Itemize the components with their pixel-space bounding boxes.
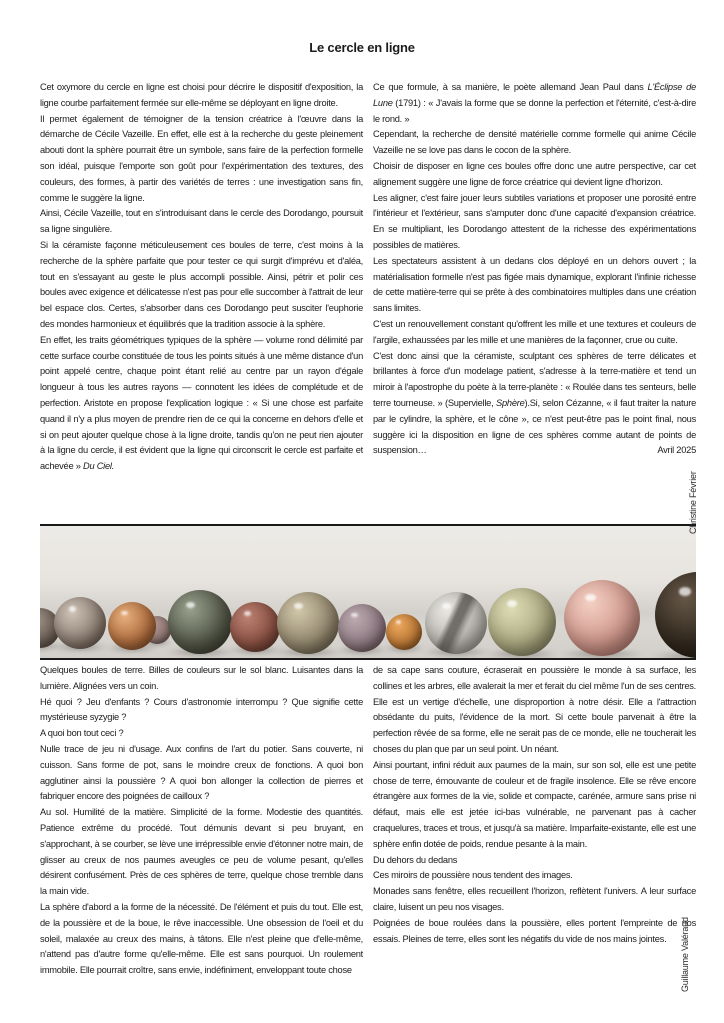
paragraph: de sa cape sans couture, écraserait en poussière le monde à sa surface, les collines et les arbres, elle avalerait la mer et ferait du ciel même l'un de ses centres. Elle est un vertige d'échelle, une disproportion à notre désir. Elle a l'attraction obsédante du puits, l'évidence de la mort. Si cette boule parvenait à être la perfection rêvée de sa forme, elle ne serait pas de ce monde, elle ne toucherait les choses du plan que par un seul point. Un néant. [373,665,696,754]
bottom-article [40,663,696,979]
paragraph: Cependant, la recherche de densité matérielle comme formelle qui anime Cécile Vazeille ne se love pas dans le cocon de la sphère. [373,129,696,156]
paragraph: Il permet également de témoigner de la tension créatrice à l'œuvre dans la démarche de Cécile Vazeille. En effet, elle est à la recherche du geste pleinement abouti dont la sphère pourrait être un symbole, sans faire de la perfection formelle son idéal, puisque l'emporte son goût pour l'expérimentation des textures, des couleurs, des formes, à partir des variétés de terres : une investigation sans fin, comme le suggère la ligne. [40,113,363,203]
paragraph: Du dehors du dedans [373,854,458,865]
paragraph: A quoi bon tout ceci ? [40,728,124,739]
bottom-article-left-column [40,663,363,979]
dorodango-photo [40,524,696,660]
paragraph: Les spectateurs assistent à un dedans clos déployé en un dehors ouvert ; la matérialisation formelle n'est pas figée mais dynamique, explorant l'infinie richesse de cette matière-terre qui se prête à des combinatoires multiples dans une création sans limites. [373,255,696,314]
clay-sphere-grey-taupe [54,597,106,649]
clay-sphere-red-brown [230,602,280,652]
clay-sphere-dark-green-grey [168,590,232,654]
sphere-highlight [186,602,195,608]
top-article [40,80,696,475]
paragraph: C'est un renouvellement constant qu'offrent les mille et une textures et couleurs de l'argile, exhaussées par les mille et une manières de la façonner, crue ou cuite. [373,318,696,345]
sphere-highlight [244,611,251,616]
paragraph: Nulle trace de jeu ni d'usage. Aux confins de l'art du potier. Sans couverte, ni cuisson. Sans forme de pot, sans le moindre creux de fonctions. A quoi bon agglutiner ainsi la poussière ? A quoi bon allonger la collection de pierres et fabriquer encore des poignées de cailloux ? [40,743,363,802]
bottom-article-right-column [373,663,696,979]
paragraph: Hé quoi ? Jeu d'enfants ? Cours d'astronomie interrompu ? Que signifie cette mystérieuse syzygie ? [40,696,363,723]
clay-sphere-dark-brown-partial [655,572,696,658]
paragraph: Choisir de disposer en ligne ces boules offre donc une autre perspective, car cet alignement suggère une ligne de force créatrice qui devient ligne d'horizon. [373,160,696,187]
author-credit-bottom: Guillaume Valéraud [680,917,690,992]
top-article-left-column [40,80,363,475]
top-article-right-paragraphs [373,80,696,459]
paragraph: Poignées de boue roulées dans la poussière, elles portent l'empreinte de nos essais. Pleines de terre, elles sont les négatifs du vide de nos mains jointes. [373,917,696,944]
clay-sphere-olive-tan [277,592,339,654]
clay-sphere-grey-marbled [425,592,487,654]
sphere-highlight [69,606,76,611]
paragraph: En effet, les traits géométriques typiques de la sphère — volume rond délimité par cette surface courbe constituée de tous les points situés à une même distance d'un point appelé centre, chaque point étant relié au centre par un rayon d'égale longueur à tous les autres rayons — connotent les idées de complétude et de perfection. Aristote en propose l'explication logique : « Si une chose est parfaite quand il n'y a plus moyen de prendre rien de ce qui la concerne en dehors d'elle et si on peut ajouter quelque chose à la ligne droite, tandis qu'on ne peut rien ajouter à la ligne du cercle, il est évident que la ligne qui circonscrit le cercle est parfaite et achevée » Du Ciel. [40,334,363,472]
paragraph: La sphère d'abord a la forme de la nécessité. De l'élément et puis du tout. Elle est, de la poussière et de la boue, le rêve inaccessible. Une obsession de l'oeil et du soleil, malaxée au creux des mains, à tâtons. Elle n'est pleine que d'elle-même, n'attend pas d'autre forme qu'elle-même. Elle est sans pourquoi. Un roulement immobile. Elle pourrait croître, sans envie, indéfiniment, enveloppant toute chose [40,901,363,976]
paragraph: Ainsi pourtant, infini réduit aux paumes de la main, sur son sol, elle est une petite chose de terre, émouvante de couleur et de fragile insolence. Elle se rêve encore étrangère aux formes de la vie, solide et compacte, carénée, armure sans prise ni défaut, mais elle est jetée ici-bas vulnérable, ne parvenant pas à cacher craquelures, traces et trous, et jusqu'à sa matière. Imparfaite-existante, elle est une sphère enfin dotée de poids, rendue pesante à la main. [373,759,696,849]
paragraph: C'est donc ainsi que la céramiste, sculptant ces sphères de terre délicates et brillantes à force d'un modelage patient, s'adresse à la terre-matière et tend un miroir à l'apostrophe du poète à la terre-planète : « Roulée dans tes senteurs, belle terre tourneuse. » (Supervielle, Sphère).Si, selon Cézanne, « il faut traiter la nature par le cylindre, la sphère, et le cône », ce n'est peut-être pas le point final, nous suggère ici la disposition en ligne de ces sphères comme autant de points de suspension… [373,350,696,456]
paragraph: Les aligner, c'est faire jouer leurs subtiles variations et proposer une porosité entre l'intérieur et l'extérieur, sans s'amputer donc d'une capacité d'expansion créatrice. En se multipliant, les Dorodango attestent de la richesse des expérimentations possibles de matières. [373,192,696,250]
clay-sphere-salmon-pink [564,580,640,656]
clay-sphere-small-orange [386,614,422,650]
paragraph: Au sol. Humilité de la matière. Simplicité de la forme. Modestie des quantités. Patience extrême du procédé. Tout démunis devant si peu bruyant, en s'approchant, à se courber, se lève une irrépressible envie d'étonner notre main, de glisser au creux de nos paumes aveugles ce peu de volume pesant, qu'elles désirent confusément. Près de ces sphères de terre, quelque chose tremble dans la main vide. [40,807,363,897]
paragraph: Ces miroirs de poussière nous tendent des images. [373,870,573,881]
paragraph: Si la céramiste façonne méticuleusement ces boules de terre, c'est moins à la recherche de la sphère parfaite que pour tester ce qui surgit d'imprévu et d'aléa, tout en s'essayant au geste le plus accompli possible. Ainsi, pétrir et polir ces boules avec exigence et délicatesse n'est pas pour elle succomber à l'attrait de leur bel espace clos. Certes, s'absorber dans ces Dorodango peut susciter l'euphorie des mondes harmonieux et équilibrés que la tradition associe à la sphère. [40,239,363,329]
clay-sphere-mauve-grey [338,604,386,652]
paragraph: Quelques boules de terre. Billes de couleurs sur le sol blanc. Luisantes dans la lumière. Alignées vers un coin. [40,665,363,691]
paragraph: Cet oxymore du cercle en ligne est choisi pour décrire le dispositif d'exposition, la ligne courbe parfaitement fermée sur elle-même se déployant en ligne droite. [40,82,363,108]
paragraph: Ce que formule, à sa manière, le poète allemand Jean Paul dans L'Éclipse de Lune (1791) : « J'avais la forme que se donne la perfection et l'éternité, c'est-à-dire le rond. » [373,82,697,124]
page-title: Le cercle en ligne [309,40,415,55]
publication-date: Avril 2025 [657,445,696,456]
sphere-highlight [507,600,517,607]
top-article-right-column [373,80,696,475]
author-credit-top: Christine Février [688,471,698,534]
paragraph: Ainsi, Cécile Vazeille, tout en s'introduisant dans le cercle des Dorodango, poursuit sa ligne singulière. [40,208,363,235]
clay-sphere-rust-speckled [108,602,156,650]
paragraph: Monades sans fenêtre, elles recueillent l'horizon, reflètent l'univers. A leur surface claire, luisent un peu nos visages. [373,886,696,912]
sphere-highlight [585,594,596,602]
clay-sphere-celadon-green [488,588,556,656]
